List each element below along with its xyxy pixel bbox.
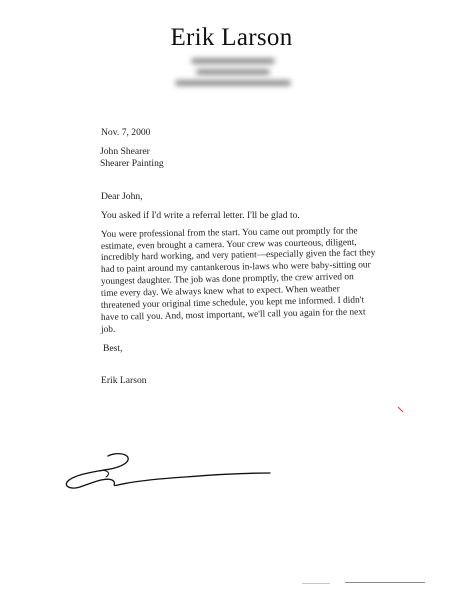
signature-name: Erik Larson bbox=[101, 375, 147, 386]
body-line: incredibly hard working, and very patient—especially given the fact they bbox=[100, 248, 376, 263]
salutation: Dear John, bbox=[101, 191, 143, 202]
body-line: job. bbox=[101, 325, 116, 335]
letter-date: Nov. 7, 2000 bbox=[101, 127, 151, 138]
redacted-address-line-2 bbox=[196, 69, 270, 75]
intro-paragraph: You asked if I'd write a referral letter. I'll be glad to. bbox=[101, 210, 300, 221]
body-line: estimate, even brought a camera. Your crew was courteous, diligent, bbox=[100, 237, 357, 252]
scan-line-mark bbox=[302, 583, 330, 584]
body-line: threatened your original time schedule, you kept me informed. I didn't bbox=[100, 295, 365, 311]
body-line: had to paint around my cantankerous in-laws who were baby-sitting our bbox=[100, 260, 371, 275]
letterhead-name: Erik Larson bbox=[170, 24, 293, 51]
redacted-contact-line bbox=[175, 80, 291, 86]
closing: Best, bbox=[103, 343, 123, 354]
body-line: time every day. We always knew what to expect. When weather bbox=[100, 284, 340, 299]
body-line: You were professional from the start. You came out promptly for the bbox=[100, 226, 358, 240]
red-tick-mark bbox=[397, 406, 405, 414]
recipient-company: Shearer Painting bbox=[100, 158, 164, 169]
scan-line-mark bbox=[345, 582, 425, 583]
handwritten-signature bbox=[60, 447, 280, 497]
redacted-address-line-1 bbox=[191, 58, 275, 64]
body-line: youngest daughter. The job was done promptly, the crew arrived on bbox=[100, 272, 354, 287]
recipient-name: John Shearer bbox=[100, 146, 150, 157]
body-line: have to call you. And, most important, we'll call you again for the next bbox=[100, 307, 366, 323]
